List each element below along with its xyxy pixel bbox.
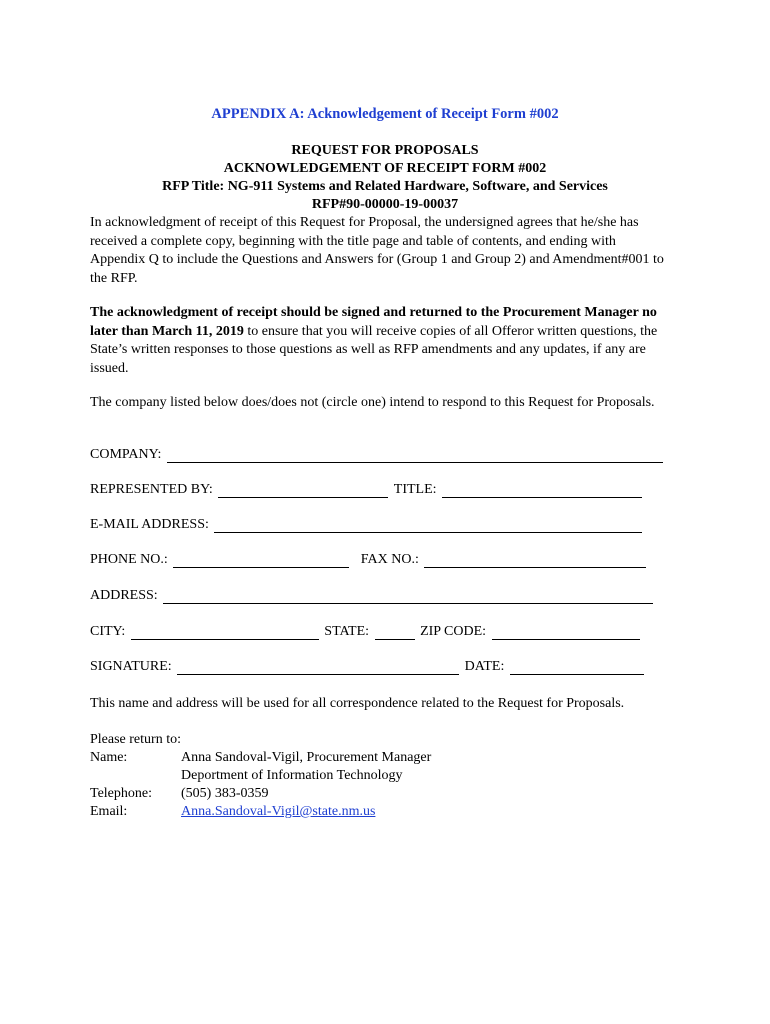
header-line-rfp-title: RFP Title: NG-911 Systems and Related Hardware, Software, and Services — [162, 179, 608, 194]
return-telephone-label: Telephone: — [90, 786, 152, 801]
return-name-row — [90, 749, 431, 767]
zip-field[interactable] — [492, 624, 640, 640]
return-info — [90, 731, 431, 821]
return-email-link[interactable]: Anna.Sandoval-Vigil@state.nm.us — [181, 804, 376, 819]
phone-field[interactable] — [173, 552, 349, 568]
deadline-bold-text: The acknowledgment of receipt should be signed and returned to the Procurement Manager no later than March 11, 2019 — [90, 305, 657, 339]
deadline-rest-text: to ensure that you will receive copies of all Offeror written questions, the State’s written responses to those questions as well as RFP amendments and any updates, if any are issued. — [90, 323, 658, 376]
header-line-rfp-number: RFP#90-00000-19-00037 — [311, 197, 459, 212]
city-state-zip-row — [90, 624, 642, 644]
title-field[interactable] — [442, 482, 642, 498]
signature-field[interactable] — [177, 659, 459, 675]
return-name-label: Name: — [90, 750, 128, 765]
header-line-rfp: REQUEST FOR PROPOSALS — [291, 143, 479, 158]
company-field[interactable] — [167, 447, 663, 463]
signature-date-row — [90, 659, 646, 679]
represented-row — [90, 482, 644, 502]
return-email-label: Email: — [90, 804, 128, 819]
date-label: DATE: — [464, 659, 505, 674]
intent-paragraph: The company listed below does/does not (circle one) intend to respond to this Request for Proposals. — [90, 395, 655, 410]
phone-fax-row — [90, 552, 648, 572]
city-label: CITY: — [90, 624, 126, 639]
deadline-paragraph — [90, 304, 670, 378]
return-telephone-value: (505) 383-0359 — [181, 786, 269, 801]
phone-label: PHONE NO.: — [90, 552, 168, 567]
correspondence-note: This name and address will be used for all correspondence related to the Request for Proposals. — [90, 696, 625, 711]
state-field[interactable] — [375, 624, 415, 640]
return-department-value: Deportment of Information Technology — [181, 768, 403, 783]
return-telephone-row — [90, 785, 431, 803]
email-field[interactable] — [214, 517, 642, 533]
represented-by-label: REPRESENTED BY: — [90, 482, 213, 497]
fax-label: FAX NO.: — [360, 552, 419, 567]
return-email-row — [90, 803, 431, 821]
date-field[interactable] — [510, 659, 644, 675]
signature-label: SIGNATURE: — [90, 659, 172, 674]
city-field[interactable] — [131, 624, 319, 640]
company-row — [90, 447, 665, 467]
email-row — [90, 517, 644, 537]
title-label: TITLE: — [393, 482, 437, 497]
company-label: COMPANY: — [90, 447, 162, 462]
state-label: STATE: — [324, 624, 370, 639]
appendix-title: APPENDIX A: Acknowledgement of Receipt Form #002 — [211, 106, 559, 122]
represented-by-field[interactable] — [218, 482, 388, 498]
address-row — [90, 588, 655, 608]
address-field[interactable] — [163, 588, 653, 604]
email-label: E-MAIL ADDRESS: — [90, 517, 209, 532]
intro-paragraph: In acknowledgment of receipt of this Request for Proposal, the undersigned agrees that he/she has received a complete copy, beginning with the title page and table of contents, and ending with Appendix Q to include the Questions and Answers for (Group 1 and Group 2) and Amendment#001 to the RFP. — [90, 215, 664, 286]
return-heading: Please return to: — [90, 732, 181, 747]
address-label: ADDRESS: — [90, 588, 158, 603]
return-name-value: Anna Sandoval-Vigil, Procurement Manager — [181, 750, 432, 765]
zip-label: ZIP CODE: — [420, 624, 487, 639]
header-line-form: ACKNOWLEDGEMENT OF RECEIPT FORM #002 — [223, 161, 547, 176]
fax-field[interactable] — [424, 552, 646, 568]
return-department-row — [90, 767, 431, 785]
